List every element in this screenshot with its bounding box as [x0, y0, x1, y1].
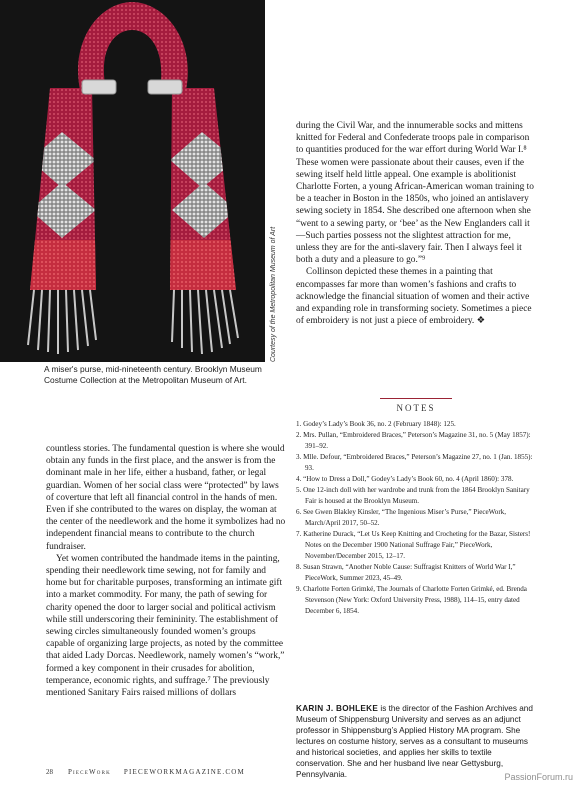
left-column: [46, 443, 286, 699]
author-bio: [296, 703, 536, 780]
purse-photo: [0, 0, 265, 362]
page-number: 28: [46, 768, 53, 776]
author-name: KARIN J. BOHLEKE: [296, 704, 379, 713]
note-item: 8. Susan Strawn, “Another Noble Cause: Suffragist Knitters of World War I,” PieceWork, Summer 2023, 45–49.: [296, 563, 516, 582]
left-tassel: [28, 290, 96, 354]
note-item: 5. One 12-inch doll with her wardrobe and trunk from the 1864 Brooklyn Sanitary Fair is housed at the Brooklyn Museum.: [296, 486, 530, 505]
note-item: 3. Mlle. Defour, “Embroidered Braces,” Peterson’s Magazine 27, no. 1 (Jan. 1855): 93.: [296, 453, 533, 472]
notes-divider: [380, 398, 452, 399]
magazine-name: PieceWork: [67, 768, 111, 776]
page-footer: [46, 768, 245, 776]
purse-loop: [78, 2, 188, 90]
notes-list: [296, 419, 536, 617]
author-bio-text: is the director of the Fashion Archives and Museum of Shippensburg University and serves as an adjunct professor in Shippensburg’s Applied History MA program. She lectures on costume history, serves as a consultant to museums and historical societies, and applies her skills to textile conservation. She and her husband live near Gettysburg, Pennsylvania.: [296, 704, 533, 779]
note-item: 6. See Gwen Blakley Kinsler, “The Ingenious Miser’s Purse,” PieceWork, March/April 2017, 50–52.: [296, 508, 507, 527]
watermark: PassionForum.ru: [504, 772, 573, 782]
notes-title: NOTES: [396, 403, 436, 413]
right-ring: [148, 80, 182, 94]
note-item: 1. Godey’s Lady’s Book 36, no. 2 (February 1848): 125.: [296, 420, 456, 428]
body-paragraph: Yet women contributed the handmade items in the painting, spending their needlework time sewing, not for family and home but for charitable purposes, transforming an intimate gift into a market commodity. For many, the path of sewing for charity opened the door to larger social and political activism while still underscoring their femininity. The establishment of sewing circles simultaneously founded women’s groups capable of organizing large projects, as noted by the committee that aided Lady Dorcas. Needlework, namely women’s “work,” formed a key component in their crusades for abolition, temperance, economic rights, and suffrage.⁷ The previously mentioned Sanitary Fairs raised millions of dollars: [46, 553, 285, 699]
note-item: 7. Katherine Durack, “Let Us Keep Knitting and Crocheting for the Bazar, Sisters! Notes on the December 1900 National Suffrage Fair,” PieceWork, November/December 2015, 12–17.: [296, 530, 531, 560]
body-paragraph: during the Civil War, and the innumerable socks and mittens knitted for Federal and Confederate troops pale in comparison to quantities produced for the war effort during World War I.⁸ These women were passionate about their causes, even if the sewing itself held little appeal. One example is abolitionist Charlotte Forten, a young African-American woman training to be a teacher in Boston in the 1850s, who joined an antislavery sewing society in 1854. She described one afternoon when she “went to a sewing party, or ‘bee’ as the New Englanders call it—Such parties possess not the slightest attraction for me, unless they are for the anti-slavery fair. Then I always feel it both a duty and a pleasure to go.”⁹: [296, 121, 534, 266]
body-paragraph: countless stories. The fundamental question is where she would obtain any funds in the first place, and the answer is from the dominant male in her life, either a husband, father, or legal guardian. Women of her social class were “protected” by laws of coverture that left all financial control in the hands of men. Even if she contributed to the wares on display, the woman at the center of the needlework and the home it symbolizes had no independent financial means to contribute to the church fundraiser.: [46, 444, 286, 552]
photo-credit-text: Courtesy of the Metropolitan Museum of Art: [270, 226, 277, 362]
right-column: [296, 120, 536, 327]
photo-credit: [267, 150, 279, 362]
magazine-website: PIECEWORKMAGAZINE.COM: [123, 768, 245, 776]
left-ring: [82, 80, 116, 94]
miser-purse-illustration: [0, 0, 265, 362]
photo-caption: A miser's purse, mid-nineteenth century. Brooklyn Museum Costume Collection at the Metropolitan Museum of Art.: [44, 364, 262, 385]
note-item: 2. Mrs. Pullan, “Embroidered Braces,” Peterson’s Magazine 31, no. 5 (May 1857): 391–92.: [296, 431, 531, 450]
note-item: 4. “How to Dress a Doll,” Godey’s Lady’s Book 60, no. 4 (April 1860): 378.: [296, 475, 514, 483]
note-item: 9. Charlotte Forten Grimké, The Journals of Charlotte Forten Grimké, ed. Brenda Stevenson (New York: Oxford University Press, 1988), 114–15, entry dated December 6, 1854.: [296, 585, 527, 615]
body-paragraph: Collinson depicted these themes in a painting that encompasses far more than women’s fashions and crafts to acknowledge the financial situation of women and their active and expanding role in transforming society. Sometimes a piece of embroidery is not just a piece of embroidery. ❖: [296, 267, 532, 327]
right-tassel: [172, 290, 238, 354]
